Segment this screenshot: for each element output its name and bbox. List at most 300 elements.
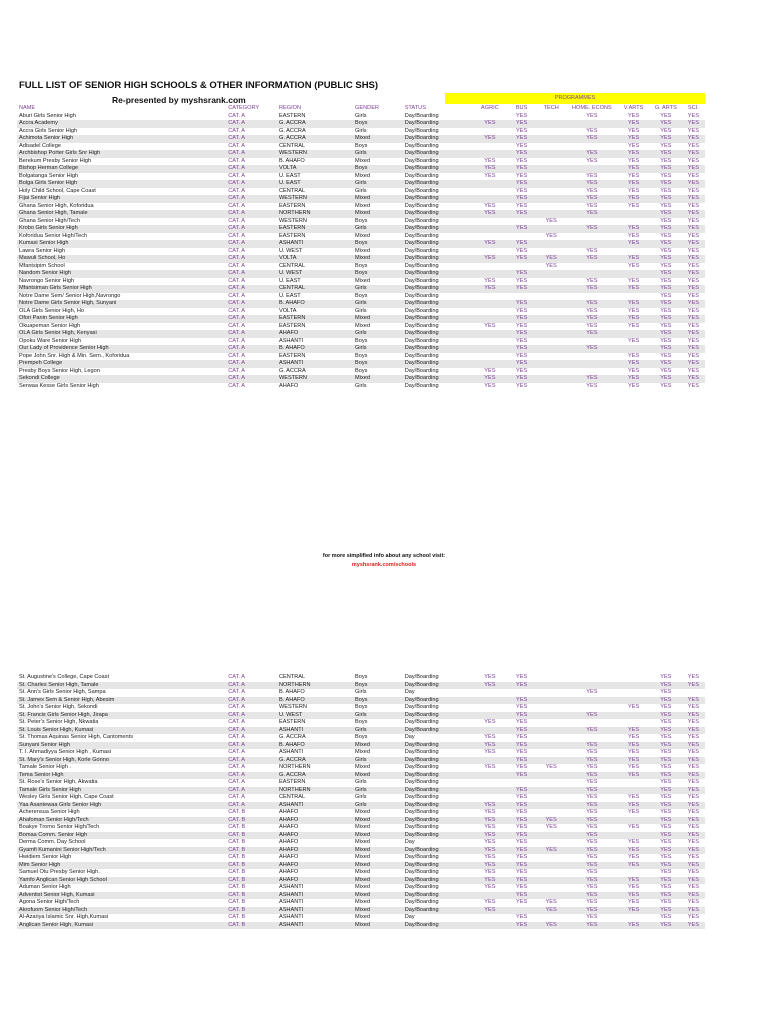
page-subtitle: Re-presented by myshsrank.com (112, 95, 246, 105)
table-cell: B. AHAFO (277, 742, 353, 750)
table-cell (472, 188, 507, 196)
table-cell: CAT. B (226, 817, 277, 825)
table-cell: YES (627, 794, 640, 800)
table-cell (536, 120, 567, 128)
table-cell: AHAFO (277, 832, 353, 840)
table-cell: YES (682, 742, 705, 750)
table-cell: YES (627, 884, 640, 890)
table-cell: YES (586, 112, 598, 119)
table-cell: YES (617, 892, 650, 900)
table-cell (536, 150, 567, 158)
table-cell: B. AHAFO (277, 697, 353, 705)
table-cell: Day/Boarding (404, 322, 439, 329)
table-cell (536, 293, 567, 301)
table-cell: CAT. A (228, 352, 245, 359)
table-cell: YES (650, 225, 682, 233)
table-cell: YES (687, 232, 699, 239)
table-cell: YES (650, 757, 682, 765)
table-cell: YES (515, 127, 528, 134)
table-cell: Day/Boarding (403, 165, 473, 173)
table-cell: YES (617, 135, 650, 143)
table-row (17, 854, 705, 862)
table-cell: YES (484, 719, 496, 725)
table-cell: YES (650, 817, 682, 825)
table-cell: WESTERN (278, 704, 307, 710)
table-cell (536, 360, 567, 368)
table-row (17, 180, 705, 188)
table-cell (617, 218, 650, 226)
table-cell: Mixed (353, 195, 403, 203)
table-cell (472, 315, 507, 323)
table-cell: YES (515, 764, 528, 770)
table-cell: YES (507, 712, 536, 720)
table-cell: CAT. A (228, 232, 245, 239)
table-cell (536, 143, 567, 151)
table-cell: YES (515, 157, 528, 164)
footer-link[interactable]: myshsrank.com/schools (351, 562, 417, 568)
table-cell (536, 345, 567, 353)
table-row (17, 787, 705, 795)
table-cell: Day/Boarding (404, 337, 439, 344)
table-cell: YES (682, 847, 705, 855)
table-cell: YES (682, 180, 705, 188)
table-cell: YES (617, 120, 650, 128)
table-cell: Boys (355, 217, 368, 224)
table-cell: YES (650, 195, 682, 203)
table-cell: CENTRAL (278, 187, 306, 194)
table-cell: YES (660, 337, 672, 344)
table-cell: YES (515, 382, 528, 389)
table-cell: YES (687, 719, 699, 725)
table-cell (536, 188, 567, 196)
table-cell: YES (687, 899, 699, 905)
table-row (17, 899, 705, 907)
table-cell: Girls (355, 794, 367, 800)
table-cell: CAT. A (228, 382, 245, 389)
table-cell: YES (484, 322, 496, 329)
table-cell: YES (627, 157, 640, 164)
school-name-cell: Navrongo Senior High (19, 277, 75, 284)
table-cell: YES (660, 157, 672, 164)
table-cell: YES (627, 202, 640, 209)
table-cell: CAT. A (226, 195, 277, 203)
table-cell: YES (687, 292, 699, 299)
table-cell: YES (586, 382, 598, 389)
table-cell (536, 135, 567, 143)
table-cell (536, 884, 567, 892)
table-cell: YES (567, 802, 618, 810)
table-cell: YES (536, 255, 567, 263)
table-cell: CENTRAL (278, 674, 306, 680)
table-cell: VOLTA (277, 255, 353, 263)
table-cell (536, 772, 567, 780)
table-row (17, 315, 705, 323)
table-row (17, 697, 705, 705)
table-cell: YES (660, 202, 672, 209)
table-cell: YES (617, 360, 650, 368)
table-cell: YES (627, 232, 640, 239)
table-cell: Mixed (353, 877, 403, 885)
school-name-cell: Nandom Senior High (17, 270, 226, 278)
table-cell (536, 697, 567, 705)
table-cell: WESTERN (277, 150, 353, 158)
table-row (17, 330, 705, 338)
table-cell (536, 195, 567, 203)
table-cell: YES (484, 869, 496, 875)
table-cell: YES (507, 727, 536, 735)
table-cell: YES (627, 277, 640, 284)
table-cell (536, 225, 567, 233)
table-cell: YES (660, 779, 672, 785)
table-row (17, 832, 705, 840)
table-cell: Boys (355, 674, 368, 680)
table-cell: Boys (355, 734, 368, 740)
table-cell: Day/Boarding (403, 360, 473, 368)
table-cell (536, 285, 567, 293)
table-cell: YES (687, 352, 699, 359)
table-cell: YES (687, 824, 699, 830)
table-cell (567, 682, 618, 690)
table-cell: YES (515, 884, 528, 890)
column-header: SCI. (687, 105, 699, 111)
table-cell: ASHANTI (277, 922, 353, 930)
table-row (17, 218, 705, 226)
table-cell: Day/Boarding (403, 892, 473, 900)
school-name-cell: Achimota Senior High (17, 135, 226, 143)
table-cell: YES (660, 292, 672, 299)
table-cell: YES (687, 794, 699, 800)
table-cell: YES (567, 225, 618, 233)
table-cell: YES (567, 742, 618, 750)
table-cell: CAT. B (228, 854, 246, 860)
table-cell: YES (586, 247, 598, 254)
table-cell: Day/Boarding (404, 779, 439, 785)
table-cell: CAT. A (228, 157, 245, 164)
table-cell: Day/Boarding (403, 772, 473, 780)
table-cell: YES (617, 285, 650, 293)
table-cell: Mixed (355, 809, 370, 815)
school-name-cell: Tema Senior High (17, 772, 226, 780)
table-row (17, 285, 705, 293)
table-cell: YES (507, 345, 536, 353)
table-cell: CAT. A (226, 120, 277, 128)
table-cell: YES (627, 367, 640, 374)
table-cell: YES (660, 914, 672, 920)
school-name-cell: Adisadel College (19, 142, 61, 149)
table-cell: WESTERN (278, 217, 307, 224)
school-name-cell: OLA Girls Senior High, Kenyasi (17, 330, 226, 338)
table-cell: Boys (355, 352, 368, 359)
table-cell: YES (567, 150, 618, 158)
table-row (17, 323, 705, 331)
column-header: STATUS (404, 105, 426, 111)
table-cell: YES (515, 277, 528, 284)
table-cell (536, 734, 567, 742)
table-cell: YES (687, 112, 699, 119)
table-cell: Day/Boarding (403, 862, 473, 870)
table-row (17, 375, 705, 383)
table-cell: CENTRAL (278, 142, 306, 149)
table-cell: NORTHERN (277, 682, 353, 690)
table-cell: Mixed (353, 135, 403, 143)
table-cell: YES (617, 300, 650, 308)
table-cell (567, 338, 618, 346)
table-row (17, 764, 705, 772)
page-title: FULL LIST OF SENIOR HIGH SCHOOLS & OTHER INFORMATION (PUBLIC SHS) (19, 80, 379, 91)
table-cell: YES (567, 922, 618, 930)
table-cell: CAT. A (228, 794, 245, 800)
table-cell: YES (687, 779, 699, 785)
table-row (17, 263, 705, 271)
school-name-cell: Boakye Tromo Senior High/Tech (19, 824, 100, 830)
table-cell: B. AHAFO (278, 157, 305, 164)
table-cell: YES (515, 854, 528, 860)
table-cell: CAT. B (228, 809, 246, 815)
table-cell (567, 165, 618, 173)
table-cell: CENTRAL (278, 262, 306, 269)
table-cell: AHAFO (278, 824, 299, 830)
table-cell (617, 787, 650, 795)
school-name-cell: Tamale Girls Senior High (17, 787, 226, 795)
table-cell: Mixed (353, 907, 403, 915)
table-cell: Girls (353, 300, 403, 308)
table-cell: CAT. A (226, 240, 277, 248)
table-cell: YES (687, 262, 699, 269)
table-cell: Girls (353, 150, 403, 158)
table-row (17, 240, 705, 248)
table-cell: YES (660, 127, 672, 134)
table-cell: YES (586, 824, 598, 830)
table-cell: VOLTA (278, 307, 297, 314)
table-row (17, 892, 705, 900)
table-row (17, 113, 705, 121)
school-name-cell: Bolgatanga Senior High (19, 172, 79, 179)
table-cell: Mixed (353, 742, 403, 750)
table-cell: YES (687, 704, 699, 710)
school-name-cell: Accra Academy (17, 120, 226, 128)
table-cell: YES (650, 255, 682, 263)
table-cell (472, 772, 507, 780)
table-cell: B. AHAFO (277, 345, 353, 353)
table-cell: YES (650, 165, 682, 173)
table-cell: Girls (353, 712, 403, 720)
table-cell: Mixed (355, 202, 370, 209)
table-cell: Boys (353, 682, 403, 690)
table-row (17, 689, 705, 697)
table-cell (472, 794, 507, 802)
school-name-cell: Bishop Herman College (17, 165, 226, 173)
table-cell: YES (617, 727, 650, 735)
table-cell: YES (627, 187, 640, 194)
table-cell (617, 682, 650, 690)
table-cell: CAT. A (226, 712, 277, 720)
table-cell: CAT. A (226, 727, 277, 735)
table-cell: YES (617, 225, 650, 233)
table-cell (472, 248, 507, 256)
table-cell (536, 300, 567, 308)
table-cell: Day/Boarding (403, 315, 473, 323)
table-cell: YES (617, 165, 650, 173)
table-cell: G. ACCRA (277, 120, 353, 128)
table-cell: YES (687, 734, 699, 740)
table-cell: YES (484, 824, 496, 830)
table-cell: YES (627, 899, 640, 905)
table-cell: ASHANTI (277, 360, 353, 368)
table-cell: YES (617, 847, 650, 855)
table-cell (567, 263, 618, 271)
table-cell: CAT. A (228, 307, 245, 314)
table-cell (536, 173, 567, 181)
table-cell: YES (660, 884, 672, 890)
table-row (17, 195, 705, 203)
table-cell: Boys (353, 360, 403, 368)
table-cell: YES (627, 112, 640, 119)
table-cell: AHAFO (277, 877, 353, 885)
table-row (17, 368, 705, 376)
school-name-cell: Anglican Senior High, Kumasi (17, 922, 226, 930)
school-name-cell: Aburi Girls Senior High (19, 112, 76, 119)
table-cell: YES (567, 772, 618, 780)
table-cell: YES (617, 150, 650, 158)
table-cell: YES (586, 794, 598, 800)
table-cell: YES (472, 907, 507, 915)
table-cell: YES (536, 907, 567, 915)
table-cell: YES (472, 682, 507, 690)
table-cell: YES (472, 832, 507, 840)
table-row (17, 817, 705, 825)
table-cell (472, 697, 507, 705)
table-cell: Day/Boarding (404, 704, 439, 710)
column-header: BUS (515, 105, 528, 111)
table-row (17, 278, 705, 286)
table-cell (536, 727, 567, 735)
table-cell: YES (567, 847, 618, 855)
school-name-cell: Al-Azariya Islamic Snr. High,Kumasi (19, 914, 109, 920)
table-cell: YES (687, 382, 699, 389)
school-name-cell: Yaa Asantewaa Girls Senior High (17, 802, 226, 810)
table-cell: YES (660, 352, 672, 359)
table-cell: YES (687, 914, 699, 920)
table-cell: G. ACCRA (277, 135, 353, 143)
table-cell: CAT. B (226, 877, 277, 885)
table-row (17, 128, 705, 136)
table-cell (507, 907, 536, 915)
table-cell: YES (507, 772, 536, 780)
table-cell: CAT. A (226, 802, 277, 810)
table-cell: CAT. A (226, 375, 277, 383)
table-cell: YES (650, 300, 682, 308)
table-cell: Day/Boarding (404, 674, 439, 680)
school-name-cell: St. Charles Senior High, Tamale (17, 682, 226, 690)
table-row (17, 293, 705, 301)
table-cell: YES (682, 270, 705, 278)
table-cell: YES (687, 839, 699, 845)
table-cell: CAT. B (228, 884, 246, 890)
table-cell: YES (472, 165, 507, 173)
table-row (17, 772, 705, 780)
table-row (17, 225, 705, 233)
school-name-cell: Ghana Senior High, Koforidua (19, 202, 94, 209)
table-cell: YES (660, 809, 672, 815)
table-cell: CENTRAL (277, 285, 353, 293)
table-cell: YES (682, 255, 705, 263)
table-cell: YES (507, 360, 536, 368)
table-cell (536, 113, 567, 121)
table-cell: NORTHERN (277, 210, 353, 218)
table-cell: AHAFO (277, 847, 353, 855)
table-cell: YES (650, 742, 682, 750)
table-cell: YES (507, 195, 536, 203)
school-name-cell: Mim Senior High (17, 862, 226, 870)
table-cell: CAT. A (226, 225, 277, 233)
table-cell: YES (687, 187, 699, 194)
table-cell: YES (586, 764, 598, 770)
table-cell: YES (617, 862, 650, 870)
table-cell (472, 787, 507, 795)
school-name-cell: Acherensua Senior High (19, 809, 80, 815)
table-cell: Day/Boarding (404, 157, 439, 164)
table-cell: YES (687, 337, 699, 344)
table-cell (472, 308, 507, 316)
table-cell: Mixed (355, 157, 370, 164)
table-cell: YES (507, 787, 536, 795)
table-cell: YES (515, 337, 528, 344)
table-cell: G. ACCRA (278, 367, 306, 374)
table-cell: CAT. A (228, 337, 245, 344)
table-cell: CAT. A (226, 150, 277, 158)
table-cell: Girls (355, 779, 367, 785)
table-cell (536, 869, 567, 877)
table-cell: Day/Boarding (404, 794, 439, 800)
table-cell: YES (507, 817, 536, 825)
table-cell (536, 794, 567, 802)
table-cell: YES (660, 217, 672, 224)
table-cell: YES (650, 877, 682, 885)
table-cell: CAT. A (226, 180, 277, 188)
table-cell: ASHANTI (278, 884, 304, 890)
table-cell: Day/Boarding (404, 352, 439, 359)
column-header: REGION (278, 105, 302, 111)
table-cell: YES (515, 112, 528, 119)
table-cell: YES (545, 232, 557, 239)
table-cell: YES (617, 255, 650, 263)
table-cell: YES (586, 914, 598, 920)
table-cell: YES (650, 922, 682, 930)
school-name-cell: Our Lady of Providence Senior High (17, 345, 226, 353)
table-cell (567, 719, 618, 727)
column-header: NAME (19, 105, 36, 111)
table-cell: YES (682, 772, 705, 780)
table-cell: ASHANTI (277, 802, 353, 810)
school-name-cell: Bolga Girls Senior High (17, 180, 226, 188)
table-cell: YES (687, 247, 699, 254)
table-cell: EASTERN (278, 719, 306, 725)
table-cell: YES (660, 232, 672, 239)
table-cell: Day/Boarding (403, 832, 473, 840)
table-cell (567, 218, 618, 226)
table-cell (617, 914, 650, 922)
table-cell: Day/Boarding (403, 285, 473, 293)
table-cell: YES (627, 307, 640, 314)
school-name-cell: Hwidiem Senior High (19, 854, 72, 860)
table-cell: YES (507, 802, 536, 810)
table-cell: Mixed (353, 922, 403, 930)
table-cell: YES (650, 862, 682, 870)
table-cell: YES (650, 240, 682, 248)
table-cell: CAT. A (228, 689, 245, 695)
table-cell: Girls (353, 285, 403, 293)
table-cell: YES (507, 150, 536, 158)
